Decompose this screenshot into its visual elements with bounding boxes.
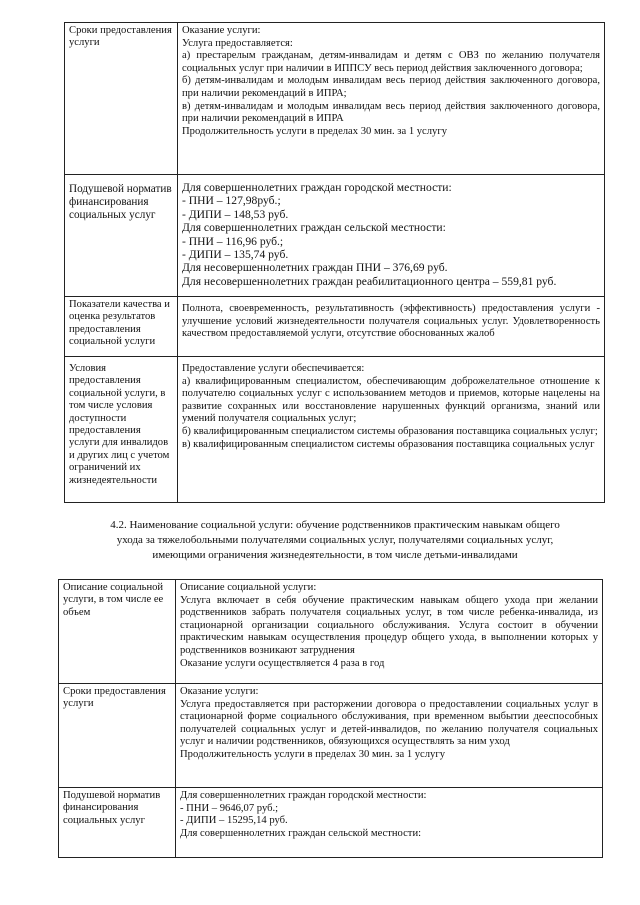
text-line: - ПНИ – 9646,07 руб.;	[180, 802, 279, 814]
text-line: - ДИПИ – 135,74 руб.	[182, 248, 289, 262]
text-line: Для совершеннолетних граждан городской местности:	[182, 181, 452, 194]
row-content	[178, 175, 605, 297]
text-line: - ПНИ – 116,96 руб.;	[182, 234, 284, 248]
row-content	[176, 788, 603, 858]
text-line: Для несовершеннолетних граждан ПНИ – 376,69 руб.	[182, 261, 448, 275]
text-line: Предоставление услуги обеспечивается:	[182, 363, 365, 374]
text-line: - ДИПИ – 15295,14 руб.	[180, 815, 288, 827]
table-row	[65, 23, 605, 175]
text-line: Полнота, своевременность, результативность (эффективность) предоставления услуги - улучшение условий жизнедеятельности получателя социальных услуг. Удовлетворенность качеством предоставляемой услуги, отсутствие обоснованных жалоб	[182, 303, 600, 340]
row-content	[176, 684, 603, 788]
text-line: Услуга включает в себя обучение практическим навыкам общего ухода при желании родственников забрать получателя социальных услуг, в том числе ребенка-инвалида, из стационарной организации социального обслуживания. Услуга состоит в обучении практическим навыкам осуществления процедур общего ухода, в выполнении которых у родственников возникают затруднения	[180, 594, 598, 656]
text-line: Оказание услуги осуществляется 4 раза в год	[180, 657, 385, 669]
row-content	[178, 23, 605, 175]
text-line: в) детям-инвалидам и молодым инвалидам весь период действия заключенного договора, при наличии рекомендаций в ИПРА	[182, 100, 600, 125]
row-label: Подушевой норматив финансирования социальных услуг	[65, 175, 178, 297]
service-heading	[95, 518, 575, 563]
table-row	[65, 297, 605, 357]
heading-line: ухода за тяжелобольными получателями социальных услуг, получателями социальных услуг,	[116, 534, 554, 546]
text-line: а) квалифицированным специалистом, обеспечивающим доброжелательное отношение к получателю социальных услуг с использованием методов и приемов, которые нацелены на развитие сохранных или восстановление нарушенных функций организма, знаний или умений получателя социальных услуг;	[182, 375, 600, 425]
text-line: в) квалифицированным специалистом системы образования поставщика социальных услуг	[182, 438, 595, 450]
text-line: а) престарелым гражданам, детям-инвалидам и детям с ОВЗ по желанию получателя социальных услуг при наличии в ИППСУ весь период действия заключенного договора;	[182, 50, 600, 74]
row-label: Условия предоставления социальной услуги, в том числе условия доступности предоставления услуги для инвалидов и других лиц с учетом ограничений их жизнедеятельности	[65, 357, 178, 503]
service-table-1	[64, 22, 605, 503]
table-row	[65, 357, 605, 503]
text-line: Оказание услуги:	[180, 686, 259, 697]
text-line: Услуга предоставляется при расторжении договора о предоставлении социальных услуг в стационарной форме социального обслуживания, при временном выбытии дееспособных получателей социальных услуг и детей-инвалидов, по желанию получателя социальных услуг и наличии родственников, обязующихся осуществлять за ним уход	[180, 698, 598, 748]
row-label: Описание социальной услуги, в том числе ее объем	[59, 580, 176, 684]
service-table-2	[58, 579, 603, 858]
text-line: Услуга предоставляется:	[182, 37, 293, 49]
text-line: б) квалифицированным специалистом системы образования поставщика социальных услуг;	[182, 425, 598, 437]
text-line: Продолжительность услуги в пределах 30 мин. за 1 услугу	[180, 748, 445, 760]
row-label: Сроки предоставления услуги	[59, 684, 176, 788]
text-line: Продолжительность услуги в пределах 30 мин. за 1 услугу	[182, 125, 447, 137]
row-label: Сроки предоставления услуги	[65, 23, 178, 175]
table-row	[59, 684, 603, 788]
row-label: Показатели качества и оценка результатов предоставления социальной услуги	[65, 297, 178, 357]
text-line: Для совершеннолетних граждан сельской местности:	[182, 221, 446, 235]
row-content	[176, 580, 603, 684]
heading-line: 4.2. Наименование социальной услуги: обучение родственников практическим навыкам общего	[110, 519, 560, 531]
text-line: Описание социальной услуги:	[180, 582, 317, 593]
row-content	[178, 297, 605, 357]
heading-line: имеющими ограничения жизнедеятельности, в том числе детьми-инвалидами	[152, 549, 518, 561]
text-line: - ДИПИ – 148,53 руб.	[182, 207, 289, 221]
text-line: Для совершеннолетних граждан сельской местности:	[180, 827, 422, 839]
row-content	[178, 357, 605, 503]
table-row	[59, 580, 603, 684]
table-row	[65, 175, 605, 297]
text-line: - ПНИ – 127,98руб.;	[182, 194, 281, 208]
text-line: б) детям-инвалидам и молодым инвалидам весь период действия заключенного договора, при наличии рекомендаций в ИПРА;	[182, 75, 600, 99]
text-line: Для несовершеннолетних граждан реабилитационного центра – 559,81 руб.	[182, 274, 557, 288]
table-row	[59, 788, 603, 858]
text-line: Оказание услуги:	[182, 25, 261, 36]
text-line: Для совершеннолетних граждан городской местности:	[180, 790, 427, 801]
row-label: Подушевой норматив финансирования социальных услуг	[59, 788, 176, 858]
